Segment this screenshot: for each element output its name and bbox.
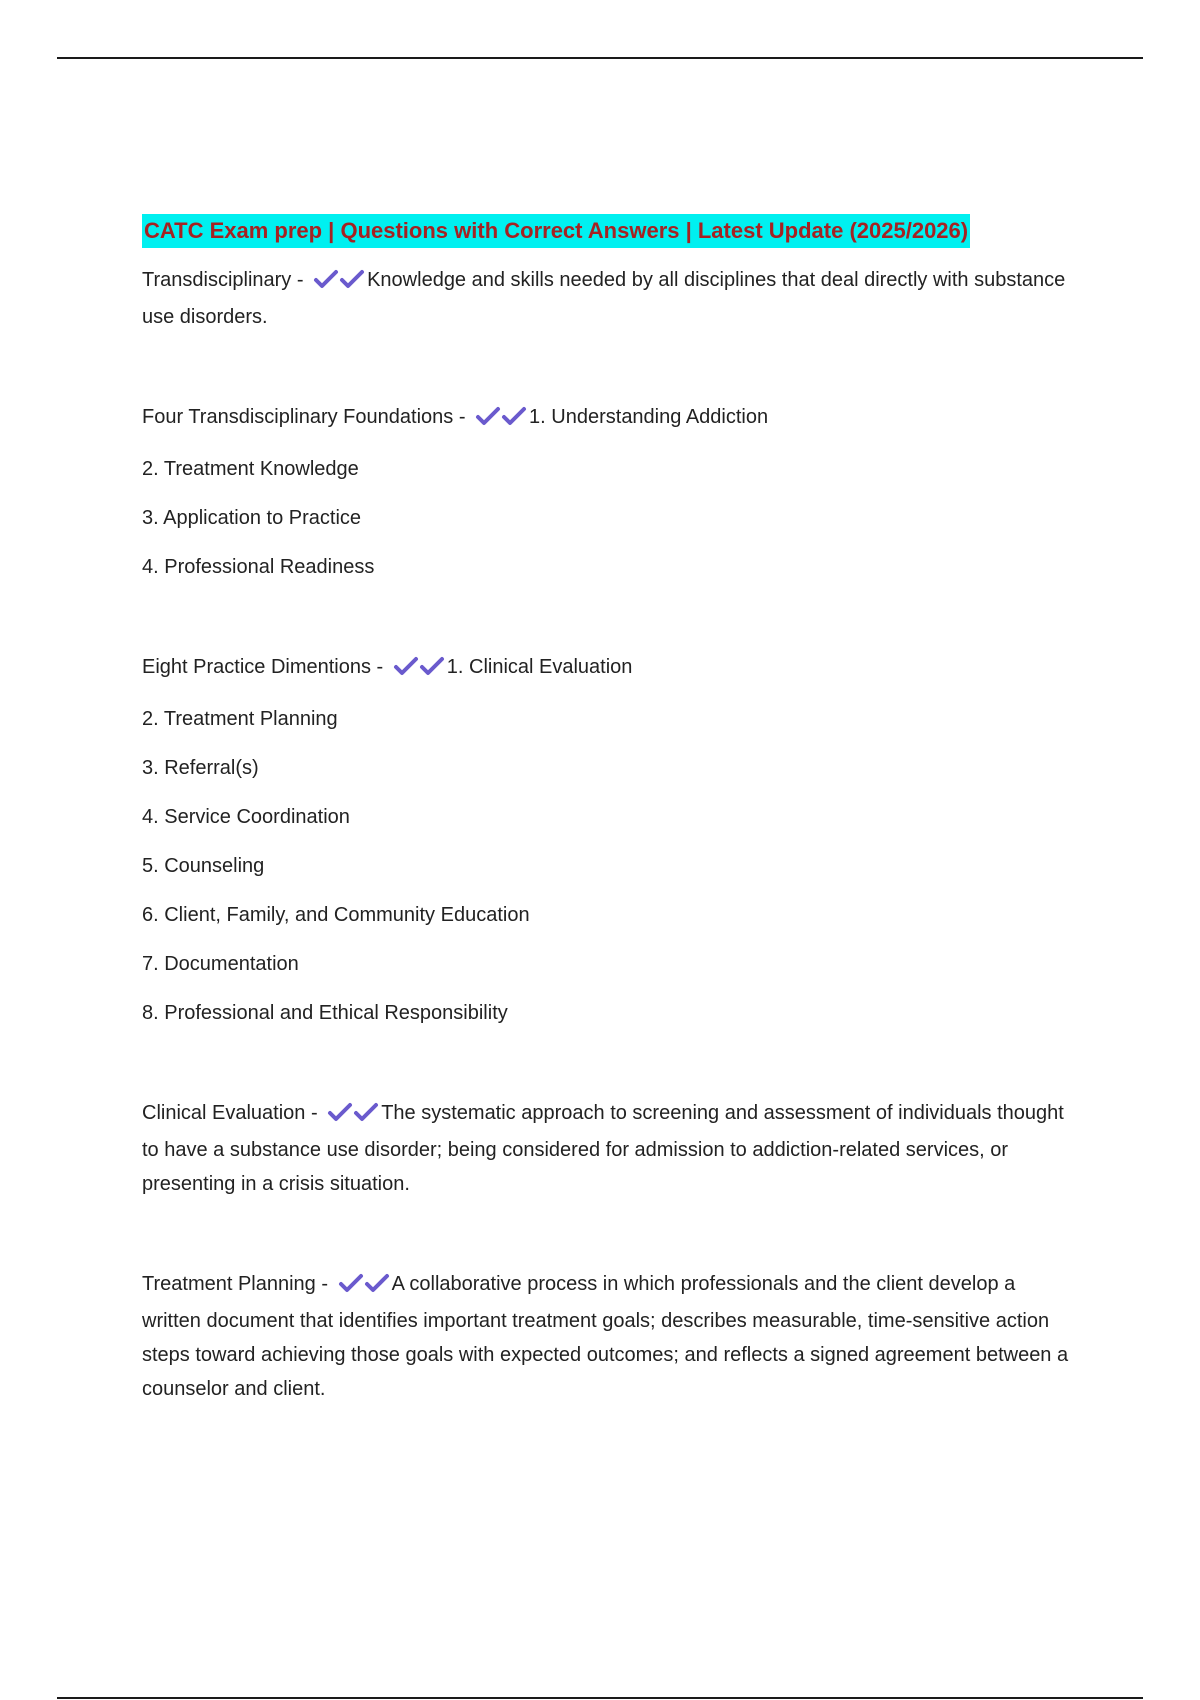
list-item: 7. Documentation [142, 953, 299, 975]
entry-answer: A collaborative process in which professionals and the client develop a written document that identifies important treatment goals; describes measurable, time-sensitive action steps toward achieving those goals with expected outcomes; and reflects a signed agreement between a counselor and client. [142, 1273, 1069, 1400]
entry-term: Eight Practice Dimentions - [142, 656, 384, 678]
list-item: 4. Professional Readiness [142, 556, 375, 578]
check-icon [353, 1102, 379, 1122]
list-item: 6. Client, Family, and Community Education [142, 904, 530, 926]
entry-term: Transdisciplinary - [142, 269, 304, 291]
list-item: 8. Professional and Ethical Responsibility [142, 1002, 508, 1024]
qa-entry-four-foundations [142, 400, 1072, 437]
entry-term: Treatment Planning - [142, 1273, 329, 1295]
check-icon [327, 1102, 353, 1122]
check-icon [393, 656, 419, 676]
check-marks [327, 1099, 379, 1133]
list-item: 3. Referral(s) [142, 757, 259, 779]
entry-answer: 1. Understanding Addiction [529, 406, 769, 428]
qa-entry-transdisciplinary [142, 263, 1072, 334]
qa-entry-treatment-planning [142, 1267, 1072, 1406]
qa-entry-eight-dimensions [142, 650, 1072, 687]
check-icon [338, 1273, 364, 1293]
check-marks [313, 266, 365, 300]
check-icon [364, 1273, 390, 1293]
document-body [142, 214, 1072, 1406]
check-marks [393, 653, 445, 687]
entry-term: Four Transdisciplinary Foundations - [142, 406, 466, 428]
list-item: 3. Application to Practice [142, 507, 362, 529]
top-rule [57, 57, 1143, 59]
list-item: 2. Treatment Planning [142, 708, 338, 730]
check-icon [501, 406, 527, 426]
entry-answer: 1. Clinical Evaluation [446, 656, 633, 678]
check-marks [338, 1270, 390, 1304]
check-icon [313, 269, 339, 289]
check-marks [475, 403, 527, 437]
qa-entry-clinical-evaluation [142, 1096, 1072, 1201]
entry-answer: Knowledge and skills needed by all disciplines that deal directly with substance use disorders. [142, 269, 1066, 328]
bottom-rule [57, 1697, 1143, 1699]
check-icon [339, 269, 365, 289]
check-icon [419, 656, 445, 676]
check-icon [475, 406, 501, 426]
entry-answer: The systematic approach to screening and assessment of individuals thought to have a substance use disorder; being considered for admission to addiction-related services, or presenting in a crisis situation. [142, 1102, 1064, 1195]
entry-term: Clinical Evaluation - [142, 1102, 318, 1124]
list-item: 5. Counseling [142, 855, 265, 877]
list-item: 2. Treatment Knowledge [142, 458, 359, 480]
document-title: CATC Exam prep | Questions with Correct Answers | Latest Update (2025/2026) [142, 214, 970, 248]
list-item: 4. Service Coordination [142, 806, 350, 828]
